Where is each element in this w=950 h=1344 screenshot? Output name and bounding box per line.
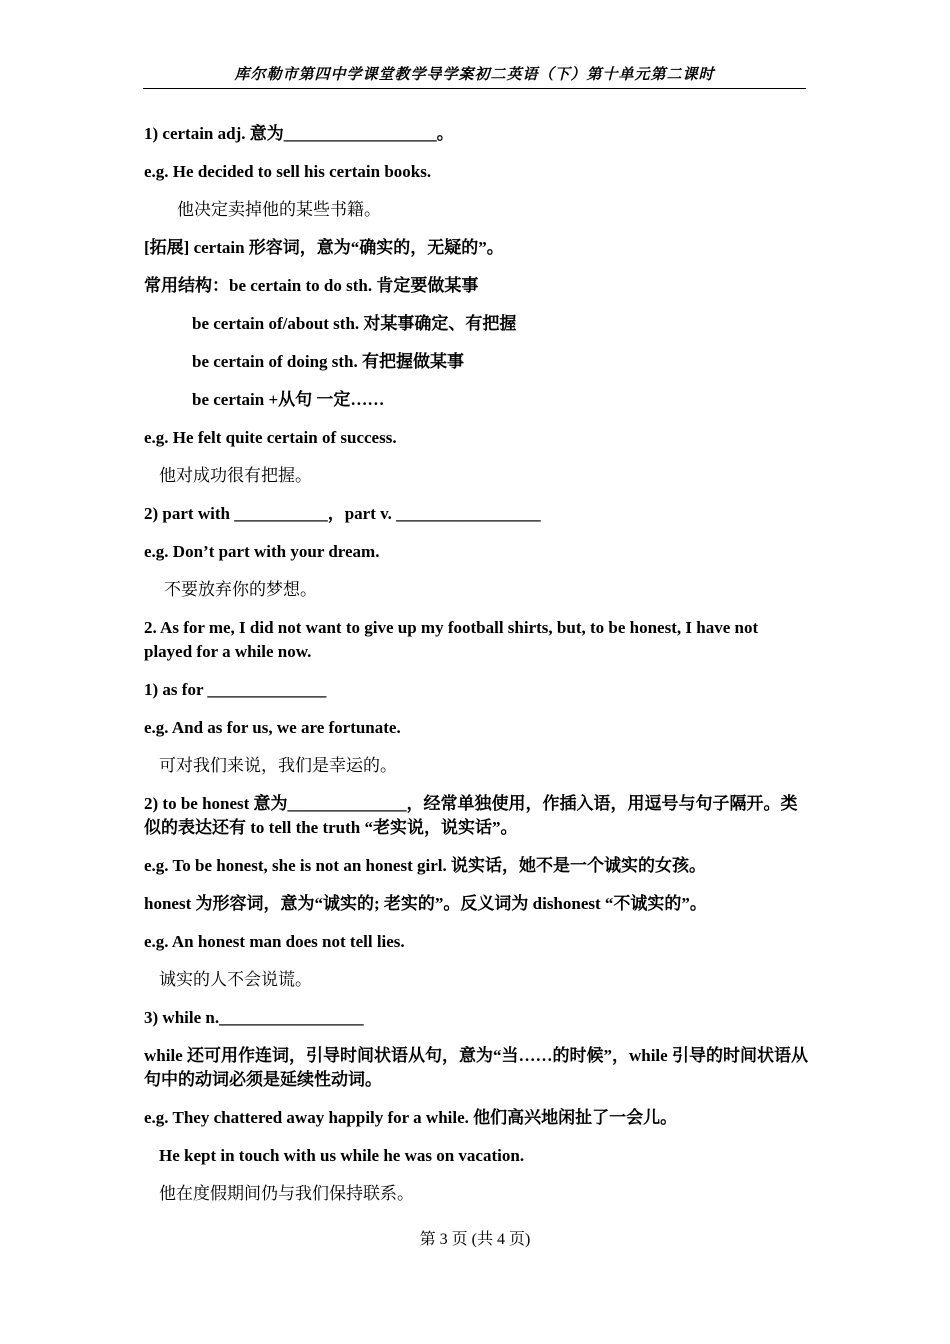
document-body xyxy=(144,122,808,1206)
page-footer xyxy=(0,1229,950,1251)
header-title: 库尔勒市第四中学课堂教学导学案初二英语（下）第十单元第二课时 xyxy=(234,67,715,83)
example-translation: 可对我们来说，我们是幸运的。 xyxy=(159,756,397,775)
extension-note: [拓展] certain 形容词，意为“确实的，无疑的”。 xyxy=(144,238,504,257)
example-translation: 他对成功很有把握。 xyxy=(159,466,312,485)
structure-item: be certain of doing sth. 有把握做某事 xyxy=(192,352,464,371)
example-sentence: e.g. They chattered away happily for a while. 他们高兴地闲扯了一会儿。 xyxy=(144,1108,678,1127)
example-sentence: e.g. He felt quite certain of success. xyxy=(144,428,397,447)
example-translation: 他在度假期间仍与我们保持联系。 xyxy=(159,1184,414,1203)
as-for-heading: 1) as for ______________ xyxy=(144,680,327,699)
example-sentence: e.g. Don’t part with your dream. xyxy=(144,542,380,561)
common-structure: 常用结构：be certain to do sth. 肯定要做某事 xyxy=(144,276,479,295)
page-header xyxy=(143,64,806,89)
example-translation: 他决定卖掉他的某些书籍。 xyxy=(177,200,381,219)
example-sentence: He kept in touch with us while he was on vacation. xyxy=(159,1146,525,1165)
example-sentence: e.g. And as for us, we are fortunate. xyxy=(144,718,401,737)
while-heading: 3) while n._________________ xyxy=(144,1008,364,1027)
to-be-honest-heading: 2) to be honest 意为______________，经常单独使用，作插入语，用逗号与句子隔开。类似的表达还有 to tell the truth “老实说，说实话”。 xyxy=(144,794,798,837)
honest-note: honest 为形容词，意为“诚实的; 老实的”。反义词为 dishonest “不诚实的”。 xyxy=(144,894,707,913)
example-translation: 诚实的人不会说谎。 xyxy=(159,970,312,989)
example-translation: 不要放弃你的梦想。 xyxy=(164,580,317,599)
example-sentence: e.g. An honest man does not tell lies. xyxy=(144,932,405,951)
while-note: while 还可用作连词，引导时间状语从句，意为“当……的时候”，while 引导的时间状语从句中的动词必须是延续性动词。 xyxy=(144,1046,808,1089)
example-sentence: e.g. He decided to sell his certain books. xyxy=(144,162,432,181)
page-number: 第 3 页 (共 4 页) xyxy=(419,1231,531,1248)
example-sentence: e.g. To be honest, she is not an honest girl. 说实话，她不是一个诚实的女孩。 xyxy=(144,856,706,875)
structure-item: be certain of/about sth. 对某事确定、有把握 xyxy=(192,314,517,333)
part-with-heading: 2) part with ___________，part v. _________________ xyxy=(144,504,541,523)
structure-item: be certain +从句 一定…… xyxy=(192,390,385,409)
section-2-sentence: 2. As for me, I did not want to give up my football shirts, but, to be honest, I have not played for a while now. xyxy=(144,618,759,661)
certain-heading: 1) certain adj. 意为__________________。 xyxy=(144,124,454,143)
